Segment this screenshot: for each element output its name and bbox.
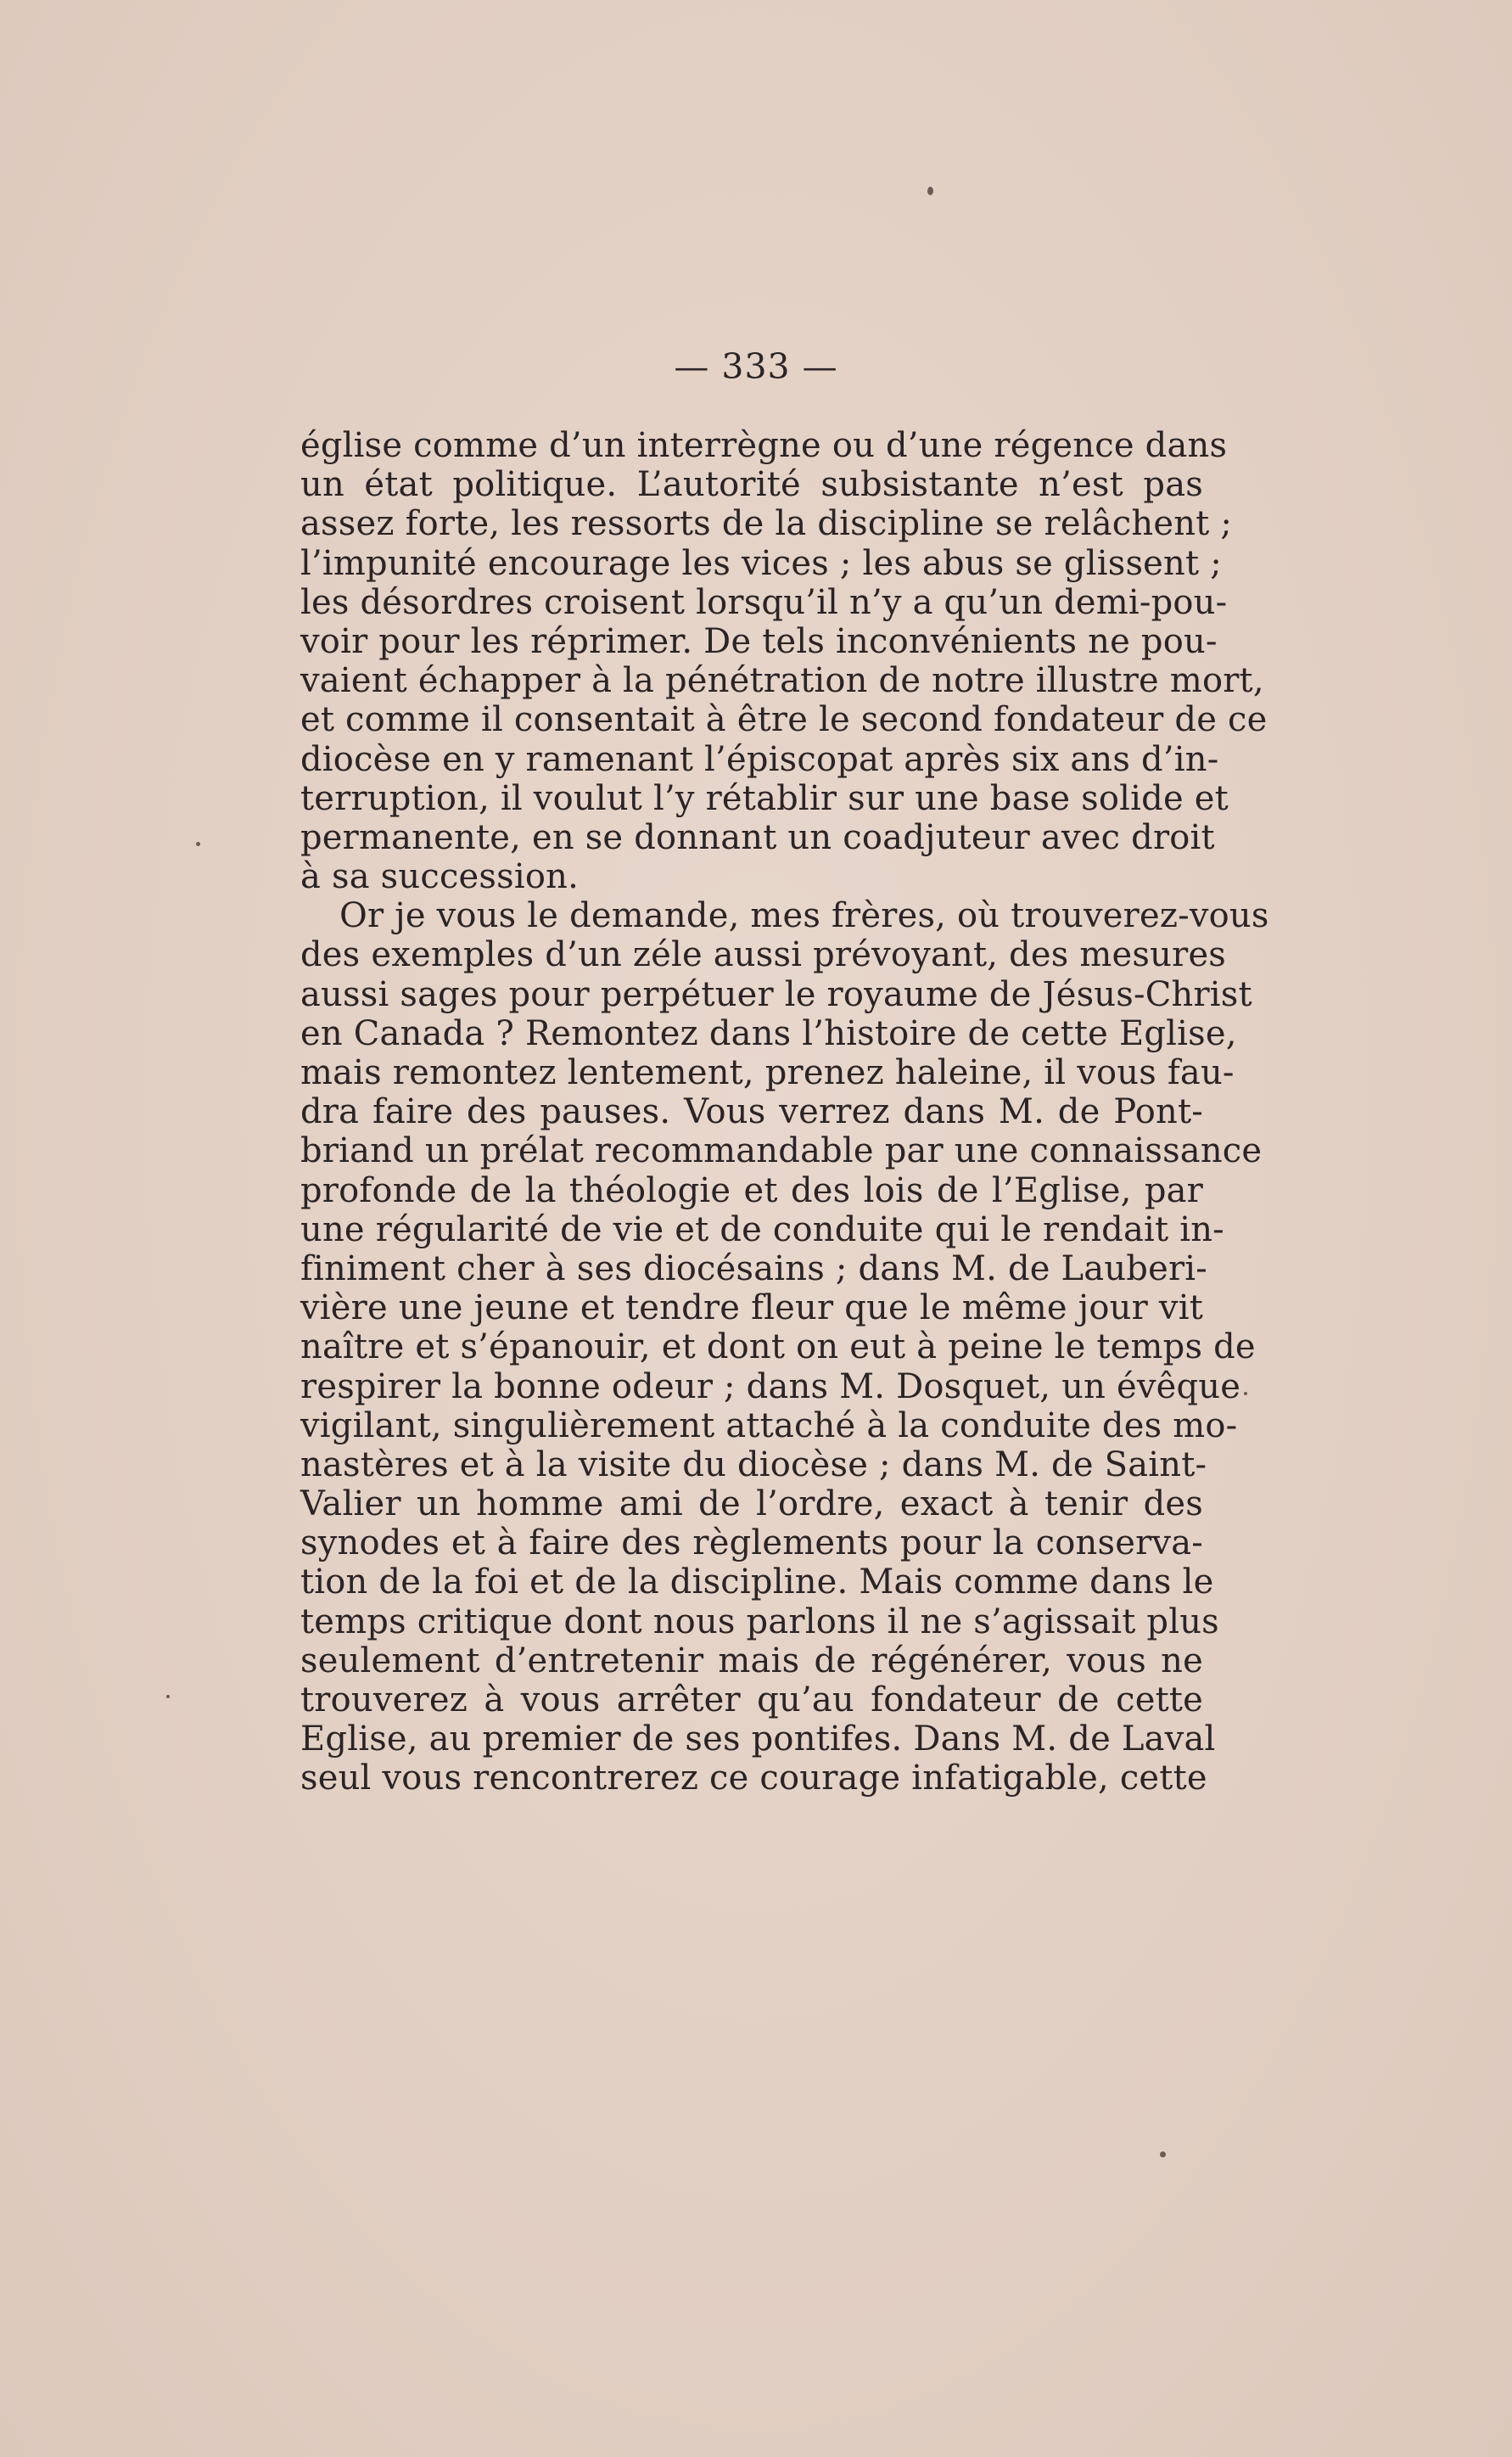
scan-speck: [927, 187, 933, 195]
text-line: tion de la foi et de la discipline. Mais comme dans le: [300, 1562, 1214, 1602]
text-line: permanente, en se donnant un coadjuteur avec droit: [300, 817, 1215, 857]
text-line: finiment cher à ses diocésains ; dans M. de Lauberi-: [300, 1248, 1208, 1288]
text-line: mais remontez lentement, prenez haleine, il vous fau-: [300, 1053, 1235, 1092]
text-line: trouverez à vous arrêter qu’au fondateur de cette: [300, 1680, 1203, 1719]
text-line: respirer la bonne odeur ; dans M. Dosquet, un évêque: [300, 1366, 1241, 1406]
page-number: — 333 —: [674, 346, 838, 387]
text-line: aussi sages pour perpétuer le royaume de Jésus-Christ: [300, 974, 1252, 1014]
text-line: naître et s’épanouir, et dont on eut à peine le temps de: [300, 1327, 1256, 1367]
text-line: des exemples d’un zéle aussi prévoyant, des mesures: [300, 935, 1227, 975]
text-line: briand un prélat recommandable par une connaissance: [300, 1131, 1263, 1171]
text-line: vière une jeune et tendre fleur que le même jour vit: [300, 1288, 1203, 1328]
text-line: Valier un homme ami de l’ordre, exact à tenir des: [300, 1484, 1203, 1524]
scan-speck: [1244, 1392, 1247, 1395]
text-line: un état politique. L’autorité subsistante n’est pas: [300, 465, 1203, 505]
body-text: [300, 426, 1269, 1798]
text-line: en Canada ? Remontez dans l’histoire de cette Eglise,: [300, 1013, 1237, 1053]
text-line: et comme il consentait à être le second fondateur de ce: [300, 700, 1268, 740]
text-line: vigilant, singulièrement attaché à la conduite des mo-: [300, 1405, 1238, 1445]
text-line: vaient échapper à la pénétration de notre illustre mort,: [300, 661, 1264, 701]
text-line: dra faire des pauses. Vous verrez dans M. de Pont-: [300, 1092, 1203, 1132]
text-line: assez forte, les ressorts de la discipline se relâchent ;: [300, 504, 1233, 544]
scan-speck: [1160, 2151, 1166, 2157]
text-line: diocèse en y ramenant l’épiscopat après six ans d’in-: [300, 739, 1219, 779]
text-line: Or je vous le demande, mes frères, où trouverez-vous: [339, 896, 1269, 936]
scan-speck: [196, 842, 200, 846]
text-line: à sa succession.: [300, 857, 580, 897]
text-line: seul vous rencontrerez ce courage infatigable, cette: [300, 1759, 1207, 1798]
text-line: synodes et à faire des règlements pour la conserva-: [300, 1523, 1203, 1563]
text-line: une régularité de vie et de conduite qui le rendait in-: [300, 1209, 1224, 1249]
text-line: Eglise, au premier de ses pontifes. Dans M. de Laval: [300, 1719, 1216, 1759]
text-line: nastères et à la visite du diocèse ; dans M. de Saint-: [300, 1444, 1207, 1484]
text-line: profonde de la théologie et des lois de l’Eglise, par: [300, 1170, 1203, 1210]
text-line: les désordres croisent lorsqu’il n’y a qu’un demi-pou-: [300, 582, 1228, 622]
text-line: temps critique dont nous parlons il ne s’agissait plus: [300, 1602, 1219, 1641]
text-line: voir pour les réprimer. De tels inconvénients ne pou-: [300, 621, 1218, 661]
text-line: terruption, il voulut l’y rétablir sur une base solide et: [300, 778, 1229, 818]
text-line: seulement d’entretenir mais de régénérer, vous ne: [300, 1641, 1203, 1680]
text-line: église comme d’un interrègne ou d’une régence dans: [300, 426, 1228, 465]
scan-speck: [166, 1695, 170, 1698]
text-line: l’impunité encourage les vices ; les abus se glissent ;: [300, 543, 1222, 583]
